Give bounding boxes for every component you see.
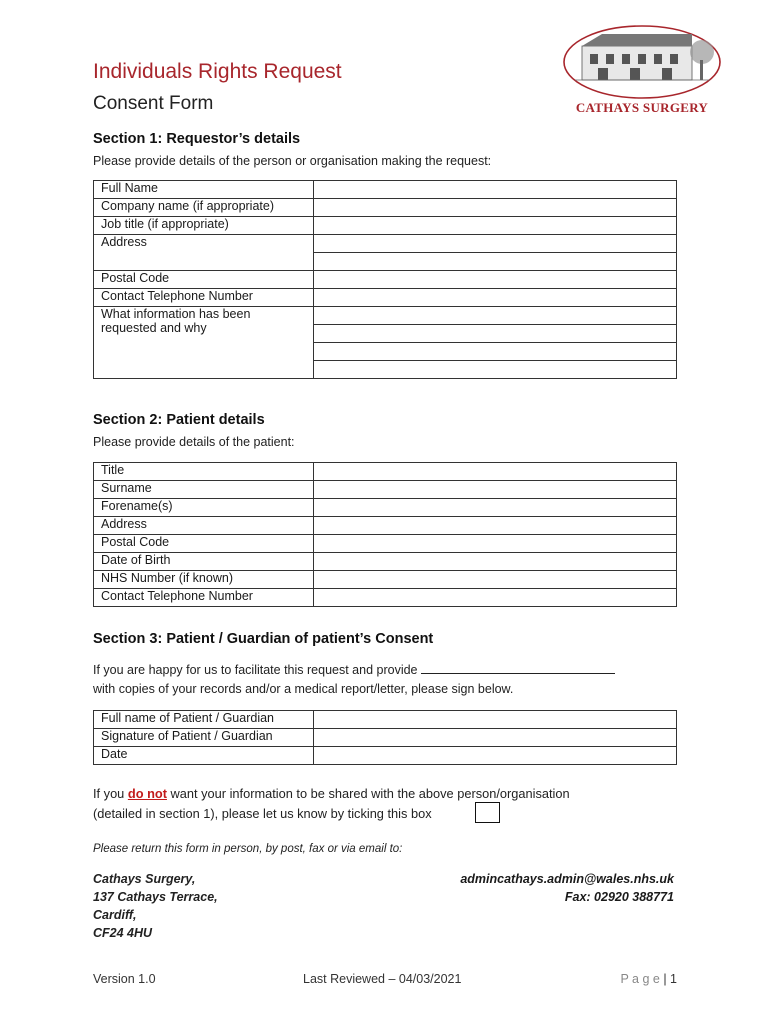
label-title: Title xyxy=(94,463,314,481)
dob-field[interactable] xyxy=(314,553,677,571)
address-field-2[interactable] xyxy=(314,253,677,271)
return-address xyxy=(93,870,218,942)
label-telephone: Contact Telephone Number xyxy=(94,289,314,307)
address-field-1[interactable] xyxy=(314,235,677,253)
patient-postal-code-field[interactable] xyxy=(314,535,677,553)
label-patient-telephone: Contact Telephone Number xyxy=(94,589,314,607)
forenames-field[interactable] xyxy=(314,499,677,517)
label-signature: Signature of Patient / Guardian xyxy=(94,729,314,747)
patient-address-field[interactable] xyxy=(314,517,677,535)
label-patient-postal-code: Postal Code xyxy=(94,535,314,553)
address-line: Cathays Surgery, xyxy=(93,872,196,886)
signature-field[interactable] xyxy=(314,729,677,747)
company-field[interactable] xyxy=(314,199,677,217)
provide-blank-line[interactable] xyxy=(421,662,615,674)
job-title-field[interactable] xyxy=(314,217,677,235)
optout-post: want your information to be shared with the above person/organisation xyxy=(170,786,570,801)
info-field-2[interactable] xyxy=(314,325,677,343)
footer-page xyxy=(620,972,677,986)
label-patient-address: Address xyxy=(94,517,314,535)
address-line: Cardiff, xyxy=(93,908,137,922)
optout-line1 xyxy=(93,786,570,801)
section2-heading: Section 2: Patient details xyxy=(93,412,265,428)
surname-field[interactable] xyxy=(314,481,677,499)
patient-table xyxy=(93,462,677,607)
telephone-field[interactable] xyxy=(314,289,677,307)
return-instruction: Please return this form in person, by post, fax or via email to: xyxy=(93,843,403,855)
optout-line2: (detailed in section 1), please let us know by ticking this box xyxy=(93,806,432,821)
date-field[interactable] xyxy=(314,747,677,765)
nhs-number-field[interactable] xyxy=(314,571,677,589)
optout-emphasis: do not xyxy=(127,786,167,801)
page-subtitle: Consent Form xyxy=(93,93,214,114)
requestor-table xyxy=(93,180,677,379)
info-label-line2: requested and why xyxy=(101,321,207,335)
guardian-name-field[interactable] xyxy=(314,711,677,729)
label-surname: Surname xyxy=(94,481,314,499)
footer-reviewed: Last Reviewed – 04/03/2021 xyxy=(303,972,462,986)
label-date: Date xyxy=(94,747,314,765)
logo-text: CATHAYS SURGERY xyxy=(575,100,709,115)
label-postal-code: Postal Code xyxy=(94,271,314,289)
full-name-field[interactable] xyxy=(314,181,677,199)
section3-para-text: If you are happy for us to facilitate this request and provide xyxy=(93,663,418,677)
optout-checkbox[interactable] xyxy=(475,802,500,823)
label-address: Address xyxy=(94,235,314,271)
contact-email[interactable]: admincathays.admin@wales.nhs.uk xyxy=(460,872,674,886)
page-label: P a g e xyxy=(620,972,660,986)
consent-table xyxy=(93,710,677,765)
return-contact xyxy=(460,870,674,906)
optout-pre: If you xyxy=(93,786,125,801)
info-field-3[interactable] xyxy=(314,343,677,361)
postal-code-field[interactable] xyxy=(314,271,677,289)
patient-telephone-field[interactable] xyxy=(314,589,677,607)
info-label-line1: What information has been xyxy=(101,307,251,321)
section3-para-line1 xyxy=(93,662,615,677)
section2-intro: Please provide details of the patient: xyxy=(93,435,295,449)
label-forenames: Forename(s) xyxy=(94,499,314,517)
info-field-1[interactable] xyxy=(314,307,677,325)
label-nhs-number: NHS Number (if known) xyxy=(94,571,314,589)
label-info-requested xyxy=(94,307,314,379)
label-full-name: Full Name xyxy=(94,181,314,199)
footer-version: Version 1.0 xyxy=(93,972,156,986)
page-number: | 1 xyxy=(663,972,677,986)
label-job-title: Job title (if appropriate) xyxy=(94,217,314,235)
contact-fax: Fax: 02920 388771 xyxy=(564,890,674,904)
section1-intro: Please provide details of the person or organisation making the request: xyxy=(93,154,492,168)
address-line: 137 Cathays Terrace, xyxy=(93,890,218,904)
section3-heading: Section 3: Patient / Guardian of patient’s Consent xyxy=(93,631,434,647)
page-title: Individuals Rights Request xyxy=(93,60,342,83)
title-field[interactable] xyxy=(314,463,677,481)
section3-para-line2: with copies of your records and/or a medical report/letter, please sign below. xyxy=(93,682,514,696)
section1-heading: Section 1: Requestor’s details xyxy=(93,131,301,147)
address-line: CF24 4HU xyxy=(93,926,153,940)
info-field-4[interactable] xyxy=(314,361,677,379)
label-dob: Date of Birth xyxy=(94,553,314,571)
label-company: Company name (if appropriate) xyxy=(94,199,314,217)
label-guardian-name: Full name of Patient / Guardian xyxy=(94,711,314,729)
